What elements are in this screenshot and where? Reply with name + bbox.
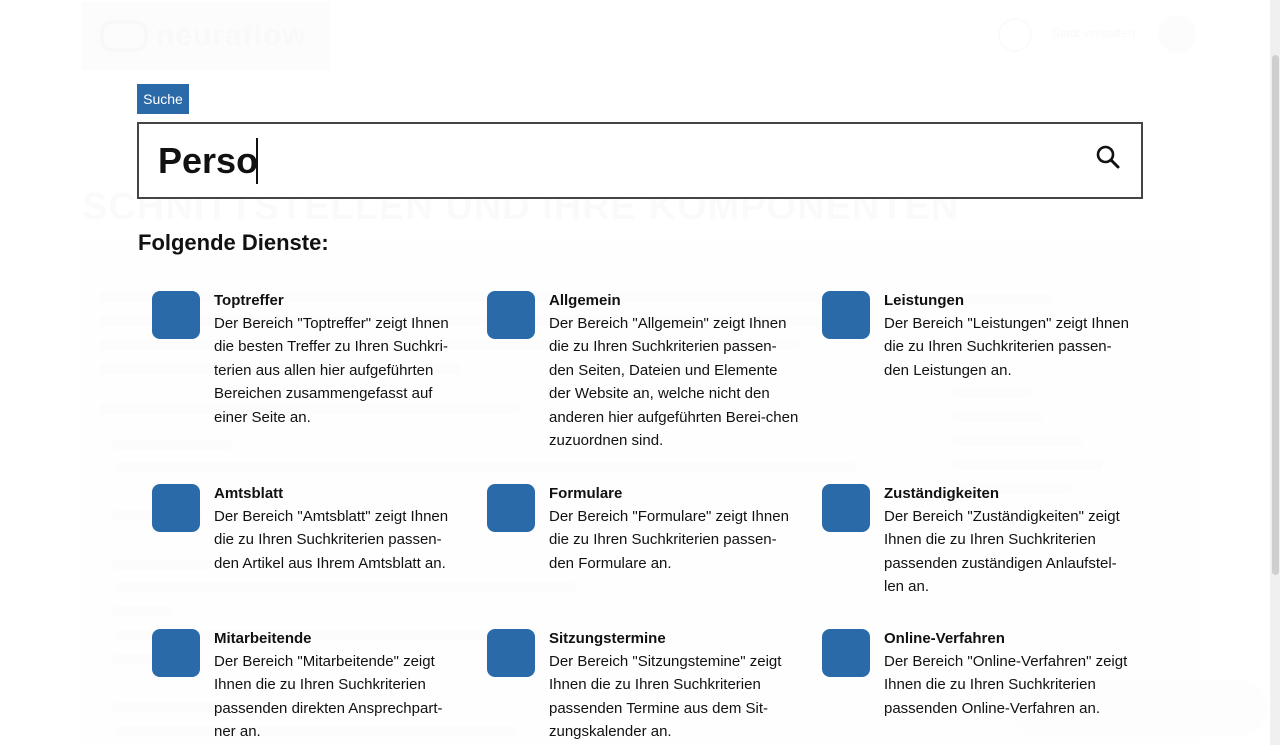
service-name: Sitzungstermine bbox=[549, 630, 666, 647]
service-icon bbox=[152, 291, 200, 339]
service-icon bbox=[822, 629, 870, 677]
service-icon bbox=[487, 484, 535, 532]
service-description: Der Bereich "Toptreffer" zeigt Ihnen die besten Treffer zu Ihren Suchkri-terien aus allen hier aufgeführten Bereichen zusammengefasst auf einer Seite an. bbox=[214, 315, 449, 426]
service-description: Der Bereich "Leistungen" zeigt Ihnen die zu Ihren Suchkriterien passen-den Leistungen an. bbox=[884, 315, 1129, 379]
search-icon bbox=[1095, 144, 1121, 170]
service-description: Der Bereich "Formulare" zeigt Ihnen die zu Ihren Suchkriterien passen-den Formulare an. bbox=[549, 508, 789, 572]
service-description: Der Bereich "Mitarbeitende" zeigt Ihnen die zu Ihren Suchkriterien passenden direkten Ansprechpart-ner an. bbox=[214, 653, 443, 741]
text-caret bbox=[256, 138, 258, 184]
service-name: Toptreffer bbox=[214, 292, 284, 309]
service-name: Allgemein bbox=[549, 292, 621, 309]
service-icon bbox=[152, 629, 200, 677]
service-description: Der Bereich "Sitzungstemine" zeigt Ihnen die zu Ihren Suchkriterien passenden Termine aus dem Sit-zungskalender an. bbox=[549, 653, 782, 741]
service-icon bbox=[822, 484, 870, 532]
search-label: Suche bbox=[137, 84, 189, 114]
service-description: Der Bereich "Amtsblatt" zeigt Ihnen die zu Ihren Suchkriterien passen-den Artikel aus Ihrem Amtsblatt an. bbox=[214, 508, 449, 572]
service-name: Formulare bbox=[549, 485, 623, 502]
service-name: Online-Verfahren bbox=[884, 630, 1005, 647]
search-box[interactable] bbox=[137, 122, 1143, 199]
service-icon bbox=[487, 291, 535, 339]
service-name: Mitarbeitende bbox=[214, 630, 312, 647]
search-button[interactable] bbox=[1095, 144, 1121, 170]
service-icon bbox=[822, 291, 870, 339]
service-name: Amtsblatt bbox=[214, 485, 284, 502]
service-name: Zuständigkeiten bbox=[884, 485, 1000, 502]
search-input[interactable] bbox=[158, 131, 1058, 191]
service-name: Leistungen bbox=[884, 292, 965, 309]
scrollbar-thumb[interactable] bbox=[1272, 55, 1279, 575]
service-description: Der Bereich "Online-Verfahren" zeigt Ihnen die zu Ihren Suchkriterien passenden Online-Verfahren an. bbox=[884, 653, 1128, 717]
service-icon bbox=[152, 484, 200, 532]
service-description: Der Bereich "Zuständigkeiten" zeigt Ihnen die zu Ihren Suchkriterien passenden zuständigen Anlaufstel-len an. bbox=[884, 508, 1120, 596]
scrollbar[interactable] bbox=[1270, 0, 1280, 745]
service-description: Der Bereich "Allgemein" zeigt Ihnen die zu Ihren Suchkriterien passen-den Seiten, Dateien und Elemente der Website an, welche nicht den anderen hier aufgeführten Berei-chen zuzuordnen sind. bbox=[549, 315, 799, 450]
service-icon bbox=[487, 629, 535, 677]
results-title: Folgende Dienste: bbox=[138, 230, 329, 255]
